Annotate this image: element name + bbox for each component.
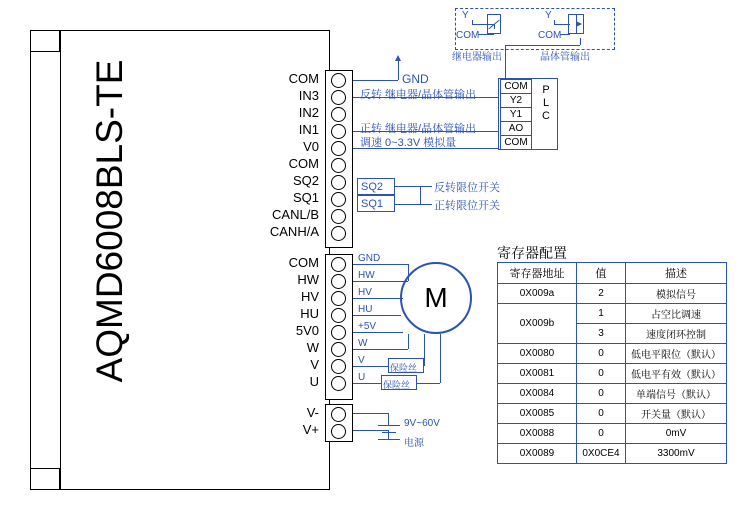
motor-wire-hw	[353, 281, 408, 282]
cell-description: 低电平有效（默认）	[626, 364, 727, 384]
sq-bracket-vertical	[420, 186, 421, 204]
gnd-wire-vertical	[398, 60, 399, 80]
terminal-top-pins	[269, 71, 353, 246]
cell-address: 0X009b	[498, 304, 577, 344]
pin-circle[interactable]	[331, 407, 346, 422]
pin-label-canl: CANL/B	[272, 207, 319, 222]
pin-circle[interactable]	[331, 359, 346, 374]
pin-label-com-1: COM	[288, 71, 319, 86]
transistor-com-label: COM	[538, 30, 562, 41]
pin-label-in1: IN1	[298, 122, 319, 137]
pin-label-5v0: 5V0	[295, 323, 319, 338]
pin-circle[interactable]	[331, 226, 346, 241]
transistor-y-label: Y	[545, 10, 552, 21]
register-table	[497, 262, 727, 464]
pin-label-w: W	[306, 340, 319, 355]
pin-label-sq2: SQ2	[292, 173, 319, 188]
relay-y-label: Y	[462, 10, 469, 21]
controller-mount-tab-top	[30, 30, 60, 52]
pin-circle[interactable]	[331, 325, 346, 340]
plc-pin-ao: AO	[500, 121, 532, 136]
cell-description: 开关量（默认）	[626, 404, 727, 424]
cell-address: 0X009a	[498, 284, 577, 304]
cell-value: 0	[577, 344, 626, 364]
terminal-bottom-pins	[302, 405, 353, 440]
relay-output-caption: 继电器输出	[452, 52, 502, 63]
cell-address: 0X0085	[498, 404, 577, 424]
transistor-emitter-wire	[560, 34, 570, 35]
register-table-title: 寄存器配置	[497, 245, 567, 261]
table-row	[498, 404, 727, 424]
motor-label-hu: HU	[358, 304, 373, 315]
table-row	[498, 344, 727, 364]
column-header-value: 值	[577, 263, 626, 284]
power-wire-vminus	[353, 413, 388, 414]
pin-label-v0: V0	[303, 139, 319, 154]
controller-body	[30, 30, 330, 490]
motor-wire-5v	[353, 332, 403, 333]
cell-value: 0	[577, 404, 626, 424]
pin-circle[interactable]	[331, 141, 346, 156]
table-row	[498, 304, 727, 324]
plc-label	[538, 84, 554, 123]
power-riser-vminus	[388, 413, 389, 425]
plc-letter-p: P	[542, 84, 550, 96]
controller-panel-divider	[60, 30, 61, 490]
cell-description: 占空比调速	[626, 304, 727, 324]
motor-label-hw: HW	[358, 270, 375, 281]
cell-description: 低电平限位（默认）	[626, 344, 727, 364]
cell-description: 0mV	[626, 424, 727, 444]
power-supply-label: 电源	[404, 438, 424, 449]
pin-label-com-2: COM	[288, 156, 319, 171]
pin-circle[interactable]	[331, 107, 346, 122]
in1-wire-2	[353, 148, 498, 149]
table-row	[498, 384, 727, 404]
motor-wire-gnd	[353, 264, 408, 265]
pin-circle[interactable]	[331, 257, 346, 272]
pin-label-hu: HU	[300, 306, 319, 321]
pin-circle[interactable]	[331, 158, 346, 173]
transistor-output-caption: 晶体管输出	[540, 52, 590, 63]
cell-value: 0X0CE4	[577, 444, 626, 464]
plc-pin-com-bottom: COM	[500, 135, 532, 150]
pin-label-vminus: V-	[306, 405, 319, 420]
plc-letter-c: C	[542, 110, 550, 122]
power-wire-vplus	[353, 430, 388, 431]
motor-wire-u2	[417, 383, 440, 384]
pin-circle[interactable]	[331, 308, 346, 323]
table-row	[498, 284, 727, 304]
battery-plate-long-2	[378, 439, 400, 440]
pin-label-in3: IN3	[298, 88, 319, 103]
pin-circle[interactable]	[331, 73, 346, 88]
gnd-wire-horizontal	[353, 80, 398, 81]
pin-circle[interactable]	[331, 124, 346, 139]
controller-mount-tab-bottom	[30, 468, 60, 490]
relay-com-label: COM	[456, 30, 480, 41]
motor-symbol: M	[400, 262, 472, 334]
fuse-label-u: 保险丝	[383, 380, 411, 390]
plc-pin-y1: Y1	[500, 107, 532, 122]
pin-label-canh: CANH/A	[269, 224, 319, 239]
motor-wire-hv	[353, 298, 403, 299]
sq1-note-wire	[420, 204, 432, 205]
motor-label-w: W	[358, 338, 368, 349]
motor-wire-w	[353, 349, 408, 350]
sq1-wire	[395, 204, 420, 205]
relay-com-wire	[478, 34, 494, 35]
pin-label-v: V	[310, 357, 319, 372]
pin-circle[interactable]	[331, 342, 346, 357]
table-row	[498, 444, 727, 464]
motor-riser-w	[408, 334, 409, 349]
motor-riser-u	[440, 334, 441, 383]
forward-output-label: 正转 继电器/晶体管输出	[360, 123, 477, 135]
pin-circle[interactable]	[331, 192, 346, 207]
cell-address: 0X0081	[498, 364, 577, 384]
plc-com-wire-up	[505, 45, 506, 79]
pin-circle[interactable]	[331, 291, 346, 306]
speed-analog-label: 调速 0~3.3V 模拟量	[360, 137, 457, 149]
motor-label-5v: +5V	[358, 321, 377, 332]
gnd-arrow-icon	[395, 55, 401, 61]
pin-label-hv: HV	[300, 289, 319, 304]
sq1-box-label: SQ1	[361, 198, 384, 210]
cell-value: 0	[577, 424, 626, 444]
sq2-note-wire	[420, 186, 432, 187]
pin-label-u: U	[309, 374, 319, 389]
fuse-label-v: 保险丝	[390, 363, 418, 373]
pin-label-sq1: SQ1	[292, 190, 319, 205]
pin-circle[interactable]	[331, 274, 346, 289]
cell-description: 单端信号（默认）	[626, 384, 727, 404]
gnd-top-label: GND	[402, 72, 429, 86]
controller-model-label: AQMD6008BLS-TE	[89, 59, 130, 383]
cell-value: 2	[577, 284, 626, 304]
pin-circle[interactable]	[331, 376, 346, 391]
motor-wire-hu	[353, 315, 401, 316]
transistor-arrow-icon	[576, 21, 582, 27]
motor-label-u: U	[358, 372, 366, 383]
cell-value: 3	[577, 324, 626, 344]
table-row	[498, 364, 727, 384]
plc-pin-com-top: COM	[500, 79, 532, 94]
pin-circle[interactable]	[331, 209, 346, 224]
motor-wire-u	[353, 383, 381, 384]
cell-description: 速度闭环控制	[626, 324, 727, 344]
pin-label-hw: HW	[297, 272, 319, 287]
power-voltage-label: 9V~60V	[404, 418, 440, 429]
sq1-note-label: 正转限位开关	[434, 200, 500, 212]
pin-circle[interactable]	[331, 424, 346, 439]
cell-description: 模拟信号	[626, 284, 727, 304]
pin-label-in2: IN2	[298, 105, 319, 120]
table-header-row	[498, 263, 727, 284]
sq2-note-label: 反转限位开关	[434, 182, 500, 194]
cell-value: 1	[577, 304, 626, 324]
motor-label-gnd: GND	[358, 253, 381, 264]
motor-riser-v	[424, 334, 425, 366]
battery-plate-long	[378, 425, 400, 426]
cell-address: 0X0089	[498, 444, 577, 464]
pin-circle[interactable]	[331, 175, 346, 190]
column-header-description: 描述	[626, 263, 727, 284]
pin-label-com-3: COM	[288, 255, 319, 270]
cell-address: 0X0080	[498, 344, 577, 364]
terminal-middle-pins	[288, 255, 353, 398]
table-row	[498, 424, 727, 444]
sq2-wire	[395, 186, 420, 187]
output-symbols-dashed-region	[455, 8, 615, 50]
pin-circle[interactable]	[331, 90, 346, 105]
motor-label-v: V	[358, 355, 365, 366]
sq2-box-label: SQ2	[361, 181, 384, 193]
plc-pin-y2: Y2	[500, 93, 532, 108]
cell-value: 0	[577, 384, 626, 404]
reverse-output-label: 反转 继电器/晶体管输出	[360, 89, 477, 101]
motor-label-hv: HV	[358, 287, 372, 298]
cell-value: 0	[577, 364, 626, 384]
cell-address: 0X0084	[498, 384, 577, 404]
pin-label-vplus: V+	[302, 422, 319, 437]
cell-address: 0X0088	[498, 424, 577, 444]
column-header-address: 寄存器地址	[498, 263, 577, 284]
motor-wire-v	[353, 366, 388, 367]
cell-description: 3300mV	[626, 444, 727, 464]
plc-letter-l: L	[542, 97, 550, 109]
battery-plate-short	[382, 432, 396, 433]
